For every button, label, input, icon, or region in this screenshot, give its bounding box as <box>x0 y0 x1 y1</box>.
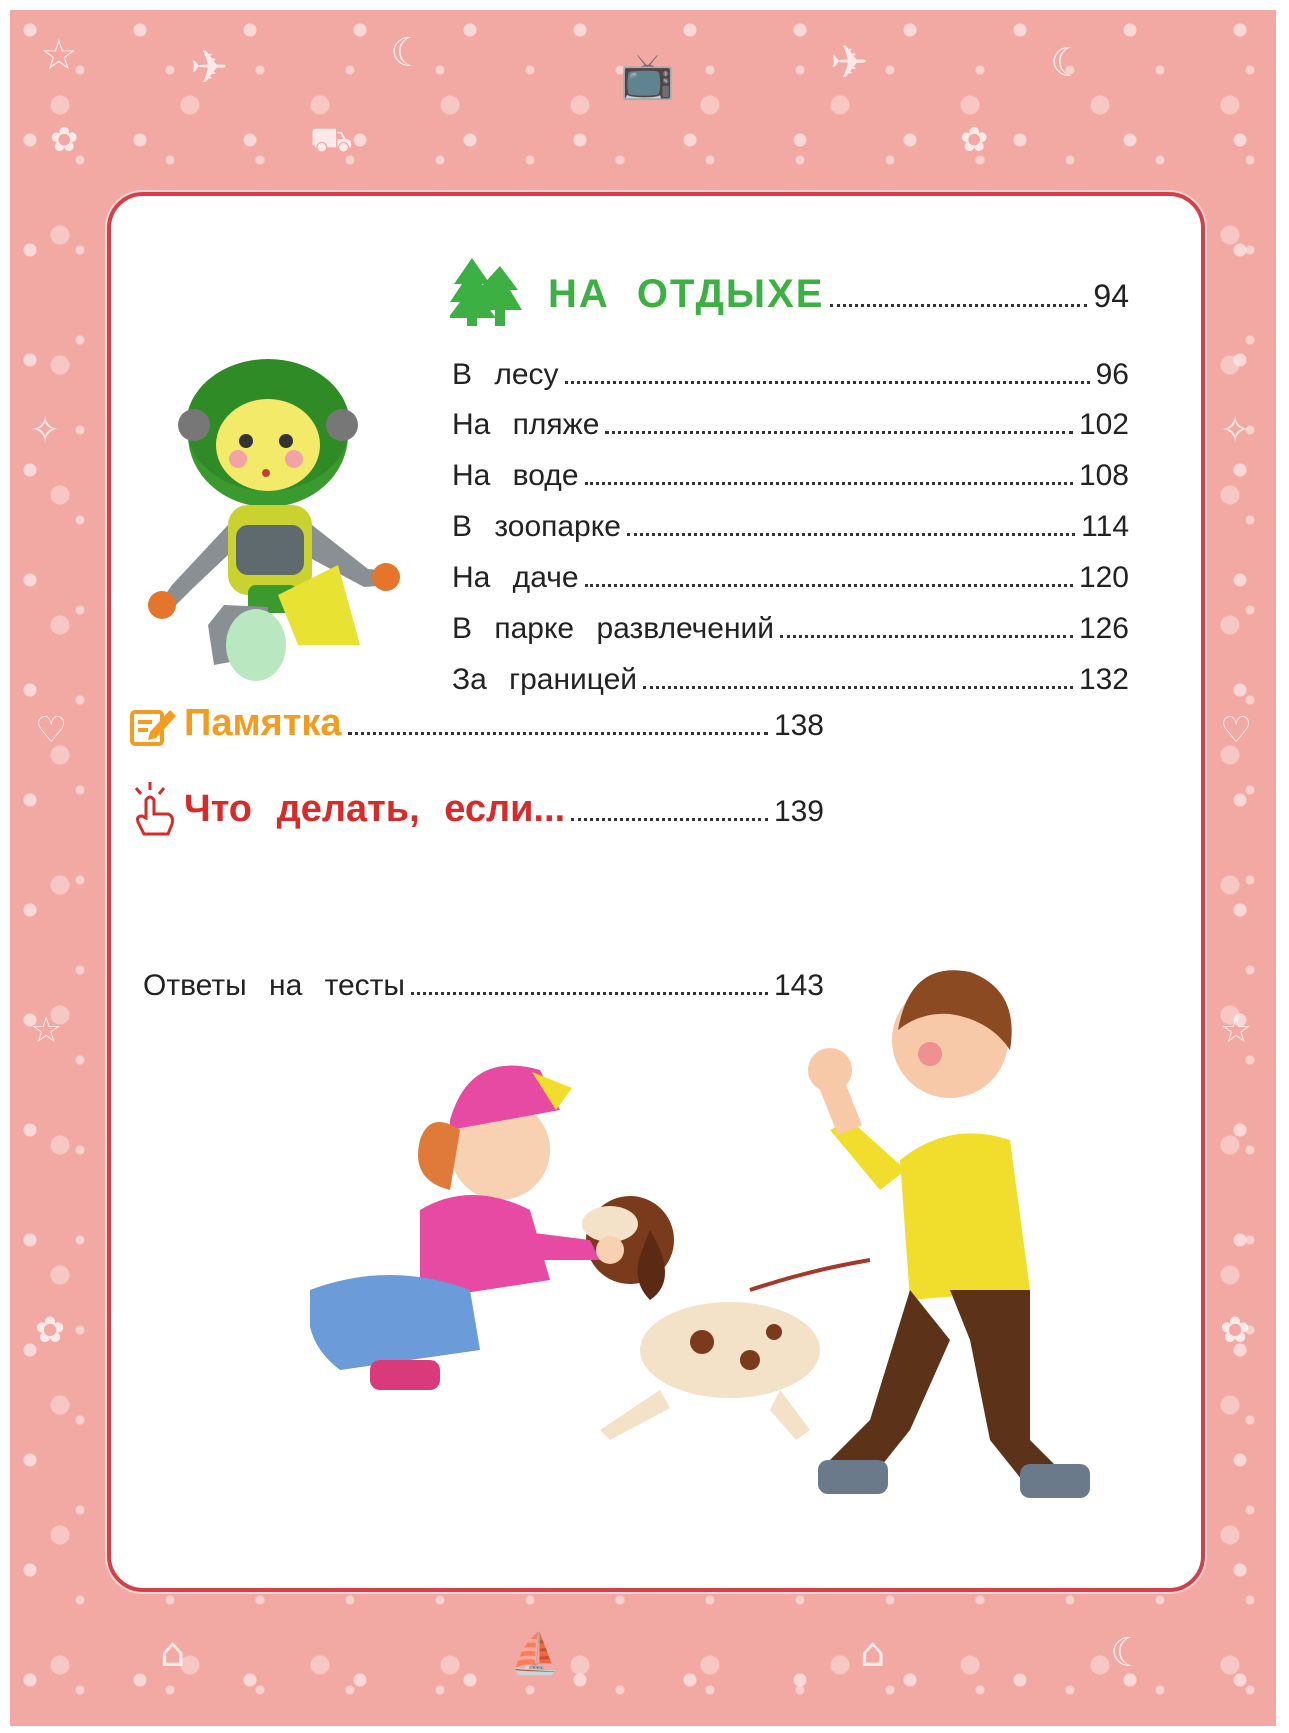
toc-item[interactable] <box>452 663 1129 697</box>
flower-doodle: ✿ <box>1220 1310 1251 1351</box>
toc-item[interactable] <box>452 358 1129 392</box>
moon-doodle: ☾ <box>1110 1630 1146 1676</box>
toc-item-label: В лесу <box>452 358 559 391</box>
leader-dots <box>605 430 1073 434</box>
children-with-dog-illustration <box>310 960 1150 1520</box>
car-doodle: ⛟ <box>310 120 353 160</box>
toc-item-label: Ответы на тесты <box>143 969 405 1002</box>
toc-item-label: На пляже <box>452 408 600 441</box>
leader-dots <box>830 303 1087 307</box>
page-number: 108 <box>1078 459 1129 492</box>
section-heading-title: НА ОТДЫХЕ <box>548 272 825 316</box>
leader-dots <box>643 685 1073 689</box>
moon-doodle: ☾ <box>390 30 426 76</box>
house-doodle: ⌂ <box>860 1630 886 1676</box>
fir-trees-icon <box>450 258 522 326</box>
toc-item-label: В зоопарке <box>452 510 621 543</box>
airplane-doodle: ✈ <box>190 40 229 94</box>
leader-dots <box>348 731 768 735</box>
leader-dots <box>627 532 1075 536</box>
boat-doodle: ⛵ <box>510 1631 560 1677</box>
flower-doodle: ✿ <box>50 120 79 160</box>
flower-doodle: ✿ <box>960 120 989 160</box>
heart-doodle: ♡ <box>1220 710 1253 751</box>
section-title: Памятка <box>184 702 342 744</box>
page-number: 120 <box>1078 561 1129 594</box>
page-number: 102 <box>1078 408 1129 441</box>
heart-doodle: ♡ <box>35 710 68 751</box>
house-doodle: ⌂ <box>160 1630 186 1676</box>
toc-section-row[interactable] <box>184 788 824 831</box>
tv-doodle: 📺 <box>620 51 675 102</box>
leader-dots <box>780 634 1073 638</box>
leader-dots <box>585 481 1073 485</box>
toc-item[interactable] <box>452 612 1129 646</box>
toc-item-label: На воде <box>452 459 579 492</box>
robot-toy-illustration <box>128 355 418 685</box>
toc-item-label: За границей <box>452 663 638 696</box>
page-number: 138 <box>773 709 824 742</box>
page-number: 139 <box>773 795 824 828</box>
toc-item[interactable] <box>452 408 1129 442</box>
page-number: 114 <box>1081 510 1129 543</box>
pointing-finger-icon <box>130 780 176 838</box>
leader-dots <box>571 817 768 821</box>
moon-doodle: ☾ <box>1050 40 1086 86</box>
page-number: 143 <box>773 969 824 1002</box>
page-number: 132 <box>1078 663 1129 696</box>
page-number: 96 <box>1095 358 1129 391</box>
airplane-doodle: ✈ <box>830 35 869 89</box>
toc-heading-row[interactable] <box>548 272 1129 317</box>
toc-item[interactable] <box>452 510 1129 544</box>
toc-item-label: На даче <box>452 561 579 594</box>
page-number: 94 <box>1093 278 1129 314</box>
flower-doodle: ✿ <box>35 1310 66 1351</box>
star-doodle: ☆ <box>30 1010 63 1051</box>
star-doodle: ✧ <box>1220 410 1251 451</box>
toc-item-label: В парке развлечений <box>452 612 775 645</box>
page-number: 126 <box>1078 612 1129 645</box>
star-doodle: ☆ <box>40 30 78 79</box>
section-title: Что делать, если... <box>184 788 566 830</box>
toc-item[interactable] <box>452 561 1129 595</box>
pencil-note-icon <box>130 708 176 748</box>
toc-section-row[interactable] <box>184 702 824 745</box>
leader-dots <box>565 380 1090 384</box>
leader-dots <box>585 583 1073 587</box>
star-doodle: ☆ <box>1220 1010 1253 1051</box>
star-doodle: ✧ <box>30 410 61 451</box>
toc-item[interactable] <box>452 459 1129 493</box>
